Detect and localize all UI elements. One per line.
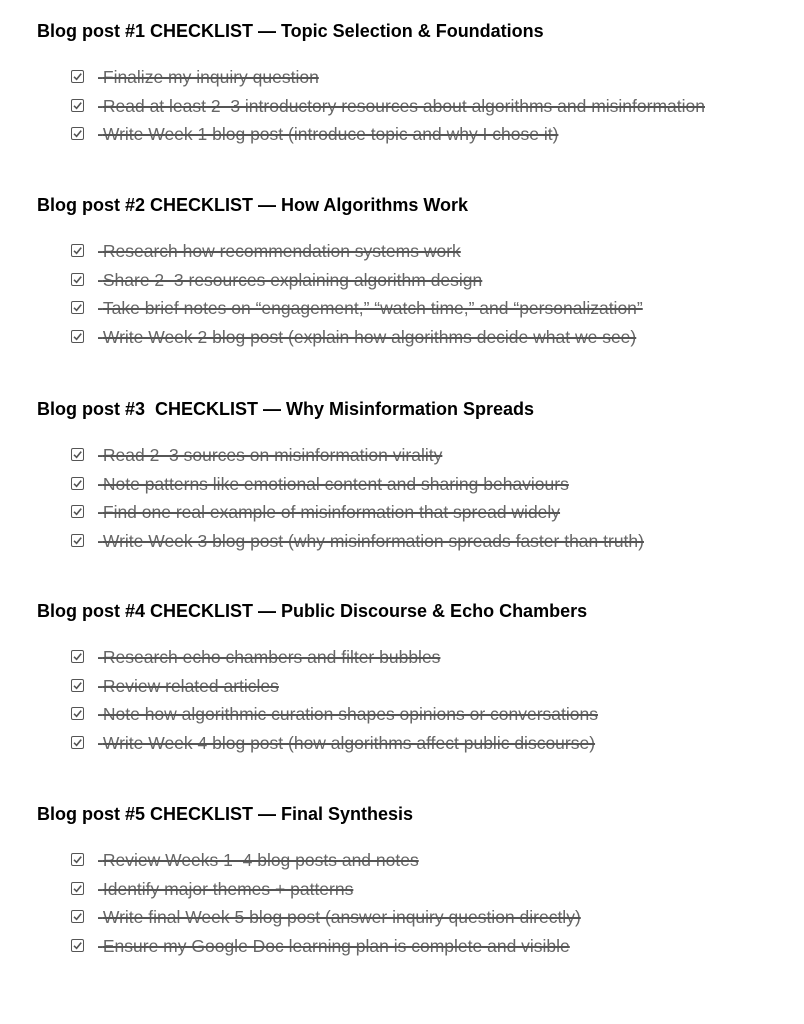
checklist-item (0, 880, 804, 909)
checklist-item (0, 68, 804, 97)
checkbox-checked[interactable] (71, 477, 84, 490)
checklist-item-text: Write final Week 5 blog post (answer inquiry question directly) (102, 907, 581, 927)
checklist-item-text: Write Week 1 blog post (introduce topic and why I chose it) (102, 124, 559, 144)
checklist-item (0, 299, 804, 328)
checklist-item-text: Review Weeks 1–4 blog posts and notes (102, 850, 419, 870)
checklist-item-text: Review related articles (102, 675, 279, 696)
checklist-items (0, 446, 804, 560)
section-heading: Blog post #1 CHECKLIST — Topic Selection & Foundations (37, 21, 544, 41)
checklist-item-text: Read 2–3 sources on misinformation virality (102, 445, 443, 465)
checklist-item (0, 908, 804, 937)
checkbox-checked[interactable] (71, 707, 84, 720)
section-heading: Blog post #5 CHECKLIST — Final Synthesis (37, 804, 414, 824)
checklist-item-text: Finalize my inquiry question (102, 67, 319, 87)
checklist-item-text: Research echo chambers and filter bubbles (102, 647, 441, 667)
checklist-item (0, 734, 804, 763)
checklist-item-text: Write Week 2 blog post (explain how algorithms decide what we see) (102, 326, 637, 347)
checklist-item (0, 271, 804, 300)
checklist-item-text: Research how recommendation systems work (102, 241, 461, 261)
checklist-item (0, 242, 804, 271)
checkbox-checked[interactable] (71, 273, 84, 286)
checkbox-checked[interactable] (71, 127, 84, 140)
checklist-item-text: Find one real example of misinformation that spread widely (102, 502, 561, 522)
checkbox-checked[interactable] (71, 910, 84, 923)
checklist-item-text: Write Week 4 blog post (how algorithms affect public discourse) (102, 732, 596, 753)
checklist-item-text: Note patterns like emotional content and sharing behaviours (102, 473, 569, 494)
checklist-item (0, 446, 804, 475)
checklist-item (0, 705, 804, 734)
checklist-item (0, 648, 804, 677)
checklist-item-text: Note how algorithmic curation shapes opinions or conversations (102, 704, 599, 724)
checklist-item-text: Identify major themes + patterns (102, 878, 354, 899)
checkbox-checked[interactable] (71, 853, 84, 866)
checklist-item (0, 125, 804, 154)
section-heading: Blog post #4 CHECKLIST — Public Discourse & Echo Chambers (37, 601, 588, 621)
checklist-item-text: Read at least 2–3 introductory resources about algorithms and misinformation (102, 95, 705, 116)
checklist-item (0, 503, 804, 532)
checkbox-checked[interactable] (71, 244, 84, 257)
checklist-item (0, 851, 804, 880)
checkbox-checked[interactable] (71, 70, 84, 83)
checklist-items (0, 851, 804, 965)
checklist-item (0, 677, 804, 706)
checkbox-checked[interactable] (71, 505, 84, 518)
checklist-item (0, 97, 804, 126)
checkbox-checked[interactable] (71, 650, 84, 663)
checkbox-checked[interactable] (71, 534, 84, 547)
checkbox-checked[interactable] (71, 736, 84, 749)
checkbox-checked[interactable] (71, 679, 84, 692)
checklist-item-text: Write Week 3 blog post (why misinformation spreads faster than truth) (102, 530, 644, 551)
checklist-items (0, 68, 804, 154)
checklist-item-text: Share 2–3 resources explaining algorithm design (102, 269, 483, 290)
checkbox-checked[interactable] (71, 301, 84, 314)
section-heading: Blog post #2 CHECKLIST — How Algorithms Work (37, 195, 469, 215)
checklist-item-text: Ensure my Google Doc learning plan is complete and visible (102, 935, 570, 956)
checkbox-checked[interactable] (71, 448, 84, 461)
checklist-items (0, 648, 804, 762)
section-heading: Blog post #3 CHECKLIST — Why Misinformation Spreads (37, 399, 535, 419)
checkbox-checked[interactable] (71, 939, 84, 952)
checkbox-checked[interactable] (71, 330, 84, 343)
checkbox-checked[interactable] (71, 99, 84, 112)
checklist-items (0, 242, 804, 356)
checklist-item (0, 937, 804, 966)
checklist-item (0, 532, 804, 561)
checkbox-checked[interactable] (71, 882, 84, 895)
checklist-item (0, 328, 804, 357)
checklist-item (0, 475, 804, 504)
checklist-item-text: Take brief notes on “engagement,” “watch time,” and “personalization” (102, 298, 643, 318)
